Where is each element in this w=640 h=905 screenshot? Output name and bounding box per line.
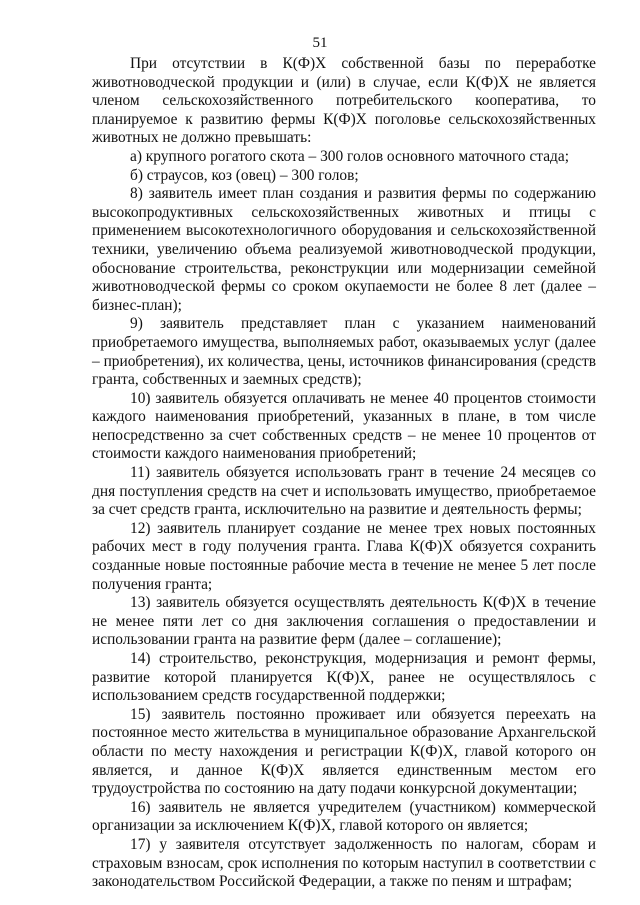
document-body xyxy=(92,55,596,892)
paragraph-item-8: 8) заявитель имеет план создания и развития фермы по содержанию высокопродуктивных сельскохозяйственных животных и птицы с применением высокотехнологичного оборудования и сельскохозяйственной техники, увеличению объема реализуемой животноводческой продукции, обоснование строительства, реконструкции или модернизации семейной животноводческой фермы со сроком окупаемости не более 8 лет (далее – бизнес-план); xyxy=(92,185,596,314)
paragraph-item-9: 9) заявитель представляет план с указанием наименований приобретаемого имущества, выполняемых работ, оказываемых услуг (далее – приобретения), их количества, цены, источников финансирования (средств гранта, собственных и заемных средств); xyxy=(92,315,596,389)
paragraph-item-16: 16) заявитель не является учредителем (участником) коммерческой организации за исключением К(Ф)Х, главой которого он является; xyxy=(92,798,596,835)
paragraph-item-11: 11) заявитель обязуется использовать грант в течение 24 месяцев со дня поступления средств на счет и использовать имущество, приобретаемое за счет средств гранта, исключительно на развитие и деятельность фермы; xyxy=(92,464,596,519)
paragraph-item-13: 13) заявитель обязуется осуществлять деятельность К(Ф)Х в течение не менее пяти лет со дня заключения соглашения о предоставлении и использовании гранта на развитие ферм (далее – соглашение); xyxy=(92,594,596,649)
paragraph-item-17: 17) у заявителя отсутствует задолженность по налогам, сборам и страховым взносам, срок исполнения по которым наступил в соответствии с законодательством Российской Федерации, а также по пеням и штрафам; xyxy=(92,835,596,891)
page-number: 51 xyxy=(312,35,328,51)
paragraph-intro: При отсутствии в К(Ф)Х собственной базы по переработке животноводческой продукции и (или) в случае, если К(Ф)Х не является членом сельскохозяйственного потребительского кооператива, то планируемое к развитию фермы К(Ф)Х поголовье сельскохозяйственных животных не должно превышать: xyxy=(92,55,596,147)
paragraph-item-15: 15) заявитель постоянно проживает или обязуется переехать на постоянное место жительства в муниципальное образование Архангельской области по месту нахождения и регистрации К(Ф)Х, главой которого он является, и данное К(Ф)Х является единственным местом его трудоустройства по состоянию на дату подачи конкурсной документации; xyxy=(92,705,596,798)
paragraph-item-14: 14) строительство, реконструкция, модернизация и ремонт фермы, развитие которой планируется К(Ф)Х, ранее не осуществлялось с использованием средств государственной поддержки; xyxy=(92,650,596,705)
paragraph-item-10: 10) заявитель обязуется оплачивать не менее 40 процентов стоимости каждого наименования приобретений, указанных в плане, в том числе непосредственно за счет собственных средств – не менее 10 процентов от стоимости каждого наименования приобретений; xyxy=(92,389,596,463)
paragraph-item-a: а) крупного рогатого скота – 300 голов основного маточного стада; xyxy=(130,147,569,165)
paragraph-item-12: 12) заявитель планирует создание не менее трех новых постоянных рабочих мест в году получения гранта. Глава К(Ф)Х обязуется сохранить созданные новые постоянные рабочие места в течение не менее 5 лет после получения гранта; xyxy=(92,519,596,593)
paragraph-item-b: б) страусов, коз (овец) – 300 голов; xyxy=(130,166,359,184)
